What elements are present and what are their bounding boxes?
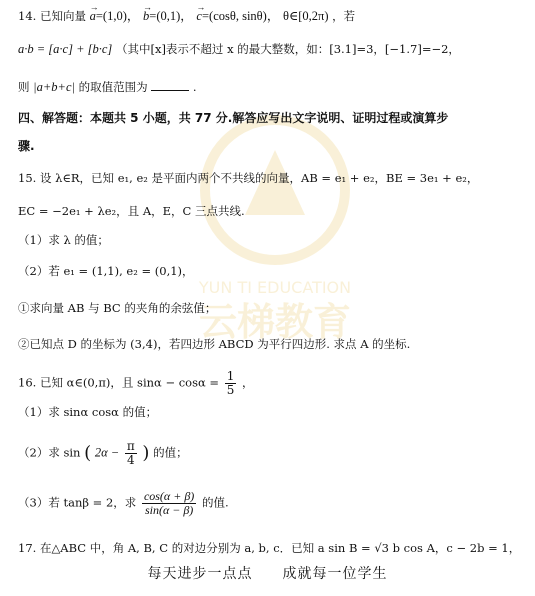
q15-sub2: ②已知点 D 的坐标为 (3,4)，若四边形 ABCD 为平行四边形. 求点 A 的坐标. [18,337,411,351]
q16-pi: π [126,439,135,453]
watermark-chinese: 云梯教育 [198,300,352,344]
q16-part3-den: sin(α − β) [144,503,194,517]
q15-sub1: ①求向量 AB 与 BC 的夹角的余弦值； [18,301,217,315]
q16-part2-inner: 2α − [94,445,120,460]
q14-a-value: =(1,0)， [95,9,140,23]
q16-part3-num: cos(α + β) [143,489,195,503]
q14-line1: 14. 已知向量 → a=(1,0)， → b=(0,1)， → c=(cosθ, sinθ)， θ∈[0,2π) ，若 [18,8,355,24]
q16-fraction [225,370,237,397]
q16-part1: （1）求 sinα cosα 的值； [18,405,158,419]
q16-line1-end: ， [242,375,254,390]
q14-line1-end: ，若 [332,9,356,23]
q16-four: 4 [126,453,135,467]
q16-line1 [18,370,254,397]
q16-part3-fraction [142,490,196,517]
q15-line1: 15. 设 λ∈R，已知 e₁, e₂ 是平面内两个不共线的向量，AB = e₁ + e₂，BE = 3e₁ + e₂， [18,171,479,185]
q14-intro: 已知向量 [39,9,86,23]
q16-part2-post: 的值； [153,445,188,460]
q14-line2 [18,41,460,57]
q16-part3-post: 的值. [201,495,229,510]
section4-title-cont: 骤. [18,139,35,153]
q16-part2: （2）求 sin ( 2α − $\frac{\pi}{4}$ ) 的值； [18,439,188,467]
q14-number: 14. [18,9,37,23]
section4-title: 四、解答题：本题共 5 小题，共 77 分.解答应写出文字说明、证明过程或演算步 [18,111,449,125]
q16-frac-den: 5 [226,383,235,397]
q16-part2-pre: （2）求 sin [18,445,81,460]
q15-line2: EC = −2e₁ + λe₂，且 A，E，C 三点共线. [18,204,245,218]
q17-line1: 17. 在△ABC 中，角 A, B, C 的对边分别为 a, b, c．已知 a sin B = √3 b cos A，c − 2b = 1， [18,541,521,555]
q14-c-value: =(cosθ, sinθ)， [201,9,280,23]
q14-line3-post: 的取值范围为 [78,80,148,94]
q14-floor-expression: a·b = [a·c] + [b·c] [18,42,113,56]
q14-floor-note: （其中[x]表示不超过 x 的最大整数，如：[3.1]=3，[−1.7]=−2， [115,42,460,56]
q16-part3 [18,490,229,517]
q14-abs-expression: |a+b+c| [33,80,75,94]
q14-line3-pre: 则 [18,80,30,94]
q15-part1: （1）求 λ 的值； [18,233,109,247]
q15-part2: （2）若 e₁ = (1,1), e₂ = (0,1)， [18,264,194,278]
q14-line3 [18,79,197,95]
watermark-subtitle: YUN TI EDUCATION [198,278,352,297]
q14-b-value: =(0,1)， [149,9,193,23]
footer-slogan: 每天进步一点点 成就每一位学生 [147,566,388,582]
q16-pi-fraction [125,440,137,467]
answer-blank[interactable] [151,79,189,91]
q16-part3-pre: （3）若 tanβ = 2，求 [18,495,137,510]
q14-theta-range: θ∈[0,2π) [283,9,329,23]
q16-line1-pre: 16. 已知 α∈(0,π)，且 sinα − cosα = [18,375,220,390]
q16-frac-num: 1 [226,369,235,383]
q14-line3-end: . [192,80,197,94]
